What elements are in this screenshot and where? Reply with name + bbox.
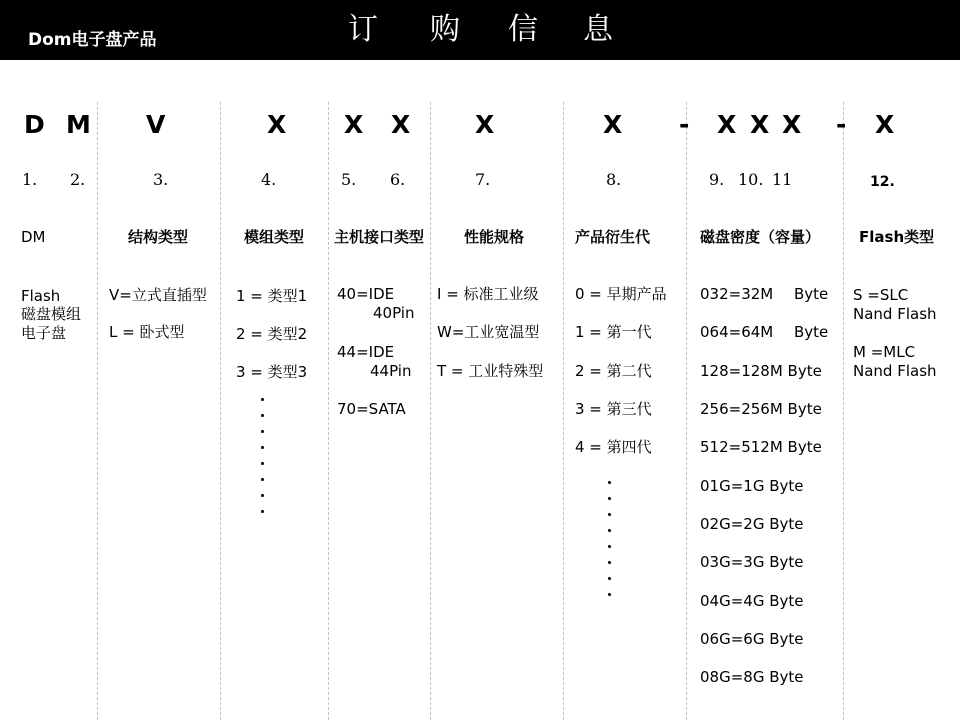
module-option: 3 = 类型3 bbox=[236, 363, 308, 381]
module-option: 1 = 类型1 bbox=[236, 287, 308, 305]
column-header-performance: 性能规格 bbox=[464, 228, 525, 246]
code-letter: X bbox=[603, 110, 623, 139]
field-number: 7. bbox=[475, 170, 491, 189]
brand-label: Dom电子盘产品 bbox=[28, 30, 157, 50]
title-char: 购 bbox=[430, 12, 460, 47]
code-letter: X bbox=[875, 110, 895, 139]
capacity-option: 128=128M Byte bbox=[700, 362, 822, 380]
code-letter: X bbox=[750, 110, 770, 139]
capacity-option: 512=512M Byte bbox=[700, 438, 822, 456]
field-number: 3. bbox=[153, 170, 169, 189]
code-letter: X bbox=[782, 110, 802, 139]
capacity-unit: Byte bbox=[794, 285, 829, 303]
column-header-capacity: 磁盘密度（容量） bbox=[700, 228, 821, 246]
generation-option: 3 = 第三代 bbox=[575, 400, 652, 418]
capacity-option: 256=256M Byte bbox=[700, 400, 822, 418]
capacity-option: 04G=4G Byte bbox=[700, 592, 804, 610]
generation-option: 1 = 第一代 bbox=[575, 323, 652, 341]
field-number: 12. bbox=[870, 174, 895, 190]
generation-option: 2 = 第二代 bbox=[575, 362, 652, 380]
flash-type-option: S =SLC bbox=[853, 286, 909, 304]
field-number: 9. bbox=[709, 170, 725, 189]
interface-option: 44=IDE bbox=[337, 343, 395, 361]
column-divider bbox=[843, 102, 844, 720]
col1-text: Flash bbox=[21, 287, 61, 305]
code-letter: X bbox=[344, 110, 364, 139]
interface-option: 40Pin bbox=[373, 304, 415, 322]
capacity-option: 032=32M bbox=[700, 285, 774, 303]
module-option: 2 = 类型2 bbox=[236, 325, 308, 343]
field-number: 2. bbox=[70, 170, 86, 189]
capacity-option: 03G=3G Byte bbox=[700, 553, 804, 571]
capacity-option: 08G=8G Byte bbox=[700, 668, 804, 686]
field-number: 10. bbox=[738, 170, 764, 189]
column-divider bbox=[328, 102, 329, 720]
performance-option: T = 工业特殊型 bbox=[437, 362, 544, 380]
field-number: 8. bbox=[606, 170, 622, 189]
title-char: 息 bbox=[583, 12, 613, 47]
code-letter: X bbox=[267, 110, 287, 139]
column-header-flash-type: Flash类型 bbox=[859, 228, 935, 246]
generation-option: 0 = 早期产品 bbox=[575, 285, 667, 303]
code-letter: X bbox=[717, 110, 737, 139]
interface-option: 40=IDE bbox=[337, 285, 395, 303]
capacity-option: 064=64M bbox=[700, 323, 774, 341]
flash-type-option: Nand Flash bbox=[853, 305, 937, 323]
capacity-option: 02G=2G Byte bbox=[700, 515, 804, 533]
column-divider bbox=[563, 102, 564, 720]
code-letter: M bbox=[66, 110, 91, 139]
column-header-structure: 结构类型 bbox=[128, 228, 189, 246]
structure-option: V=立式直插型 bbox=[109, 286, 207, 304]
capacity-option: 01G=1G Byte bbox=[700, 477, 804, 495]
flash-type-option: Nand Flash bbox=[853, 362, 937, 380]
field-number: 11 bbox=[772, 170, 793, 189]
header-bar bbox=[0, 0, 960, 60]
field-number: 5. bbox=[341, 170, 357, 189]
title-char: 信 bbox=[508, 12, 538, 47]
title-char: 订 bbox=[348, 12, 378, 47]
performance-option: W=工业宽温型 bbox=[437, 323, 540, 341]
code-separator: - bbox=[679, 110, 690, 139]
capacity-unit: Byte bbox=[794, 323, 829, 341]
page-title bbox=[338, 10, 638, 50]
code-letter: X bbox=[391, 110, 411, 139]
field-number: 1. bbox=[22, 170, 38, 189]
flash-type-option: M =MLC bbox=[853, 343, 916, 361]
column-header-generation: 产品衍生代 bbox=[575, 228, 651, 246]
code-separator: - bbox=[836, 110, 847, 139]
column-header-dm: DM bbox=[21, 228, 46, 246]
generation-option: 4 = 第四代 bbox=[575, 438, 652, 456]
column-header-interface: 主机接口类型 bbox=[334, 228, 425, 246]
column-divider bbox=[220, 102, 221, 720]
column-divider bbox=[430, 102, 431, 720]
code-letter: D bbox=[24, 110, 45, 139]
col1-text: 磁盘模组 bbox=[21, 305, 82, 323]
code-letter: X bbox=[475, 110, 495, 139]
code-letter: V bbox=[146, 110, 166, 139]
interface-option: 70=SATA bbox=[337, 400, 406, 418]
structure-option: L = 卧式型 bbox=[109, 323, 185, 341]
field-number: 4. bbox=[261, 170, 277, 189]
performance-option: I = 标准工业级 bbox=[437, 285, 539, 303]
interface-option: 44Pin bbox=[370, 362, 412, 380]
col1-text: 电子盘 bbox=[21, 324, 67, 342]
column-divider bbox=[686, 102, 687, 720]
field-number: 6. bbox=[390, 170, 406, 189]
column-divider bbox=[97, 102, 98, 720]
capacity-option: 06G=6G Byte bbox=[700, 630, 804, 648]
column-header-module: 模组类型 bbox=[244, 228, 305, 246]
